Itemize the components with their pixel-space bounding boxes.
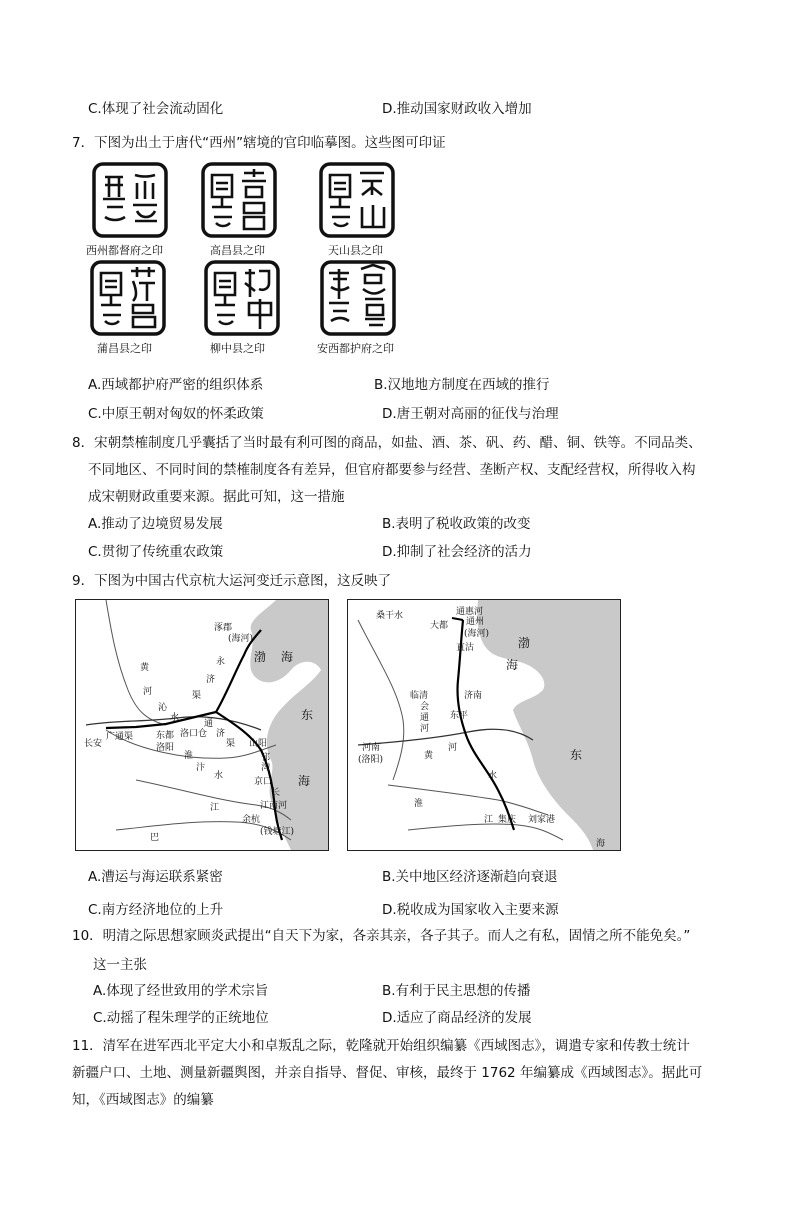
map2-label-11: 东平 [450, 711, 469, 721]
q8-option-c: C.贯彻了传统重农政策 [88, 544, 224, 560]
map2-label-16: 东 [570, 748, 583, 762]
map1-label-18: 洛口仓 [180, 729, 208, 739]
map1-label-6: 渠 [192, 691, 202, 701]
seal-image-liuzhong [203, 259, 281, 337]
seal-image-xizhou [91, 161, 169, 239]
q9-option-b: B.关中地区经济逐渐趋向衰退 [382, 869, 558, 885]
q10-stem-line2: 这一主张 [93, 957, 147, 973]
map2-label-9: 济南 [464, 691, 483, 701]
q10-option-b: B.有利于民主思想的传播 [382, 983, 531, 999]
map1-label-15: 广通渠 [106, 732, 134, 742]
map1-label-12: 济 [216, 729, 226, 739]
map1-label-29: 京口 [254, 777, 273, 787]
q8-option-a: A.推动了边境贸易发展 [88, 516, 223, 532]
map1-label-31: 江南河 [260, 801, 288, 811]
q11-stem-line3: 知，《西域图志》的编纂 [72, 1092, 214, 1108]
map1-label-26: 海 [298, 774, 311, 788]
map2-label-18: 水 [488, 771, 498, 781]
q7-option-a: A.西域都护府严密的组织体系 [88, 377, 264, 393]
map2-label-15: (洛阳) [358, 755, 384, 765]
map2-label-0: 通惠河 [456, 607, 484, 617]
q7-option-d: D.唐王朝对高丽的征伐与治理 [382, 406, 559, 422]
map1-label-24: 淮 [184, 751, 194, 761]
map1-label-5: 济 [206, 675, 216, 685]
q8-stem-line2: 不同地区、不同时间的禁榷制度各有差异，但官府都要参与经营、垄断产权、支配经营权，所得收入构 [88, 462, 696, 478]
map1-label-16: 东都 [156, 731, 175, 741]
seal-image-gaochang [200, 161, 278, 239]
map1-label-7: 黄 [140, 663, 150, 673]
map1-label-8: 河 [143, 687, 153, 697]
q8-stem-line3: 成宋朝财政重要来源。据此可知，这一措施 [88, 489, 345, 505]
map1-label-10: 水 [170, 713, 180, 723]
map1-label-4: 永 [216, 657, 226, 667]
map1-label-27: 长 [271, 788, 281, 798]
map2-label-2: 大都 [430, 621, 449, 631]
map2-label-7: 海 [506, 658, 519, 672]
map1-label-28: 江 [210, 803, 220, 813]
map2-label-3: 通州 [466, 617, 485, 627]
q9-option-c: C.南方经济地位的上升 [88, 902, 224, 918]
q7-option-b: B.汉地地方制度在西域的推行 [374, 377, 550, 393]
map2-label-14: 河南 [362, 743, 381, 753]
map1-label-30: 余杭 [242, 815, 261, 825]
map1-label-20: 水 [214, 771, 224, 781]
seal-caption-2: 高昌县之印 [210, 244, 265, 257]
q6-option-d: D.推动国家财政收入增加 [382, 101, 532, 117]
map2-label-13: 河 [448, 743, 458, 753]
q11-stem-line1: 11．清军在进军西北平定大小和卓叛乱之际，乾隆就开始组织编纂《西域图志》，调遣专家和传教士统计 [72, 1038, 690, 1054]
q9-option-d: D.税收成为国家收入主要来源 [382, 902, 559, 918]
map2-label-5: 直沽 [456, 643, 475, 653]
map2-label-4: (海河) [464, 629, 490, 639]
map2-label-20: 集庆 [498, 815, 517, 825]
map2-label-6: 渤 [518, 636, 531, 650]
seal-caption-6: 安西都护府之印 [317, 342, 394, 355]
map1-label-19: 汴 [196, 763, 206, 773]
seal-caption-1: 西州都督府之印 [86, 244, 163, 257]
map2-label-19: 江 [484, 815, 494, 825]
map2-label-17: 淮 [414, 799, 424, 809]
map1-label-13: 渠 [226, 739, 236, 749]
q10-option-d: D.适应了商品经济的发展 [382, 1010, 532, 1026]
map1-label-9: 沁 [158, 703, 168, 713]
map2-label-21: 刘家港 [528, 815, 556, 825]
q10-stem-line1: 10．明清之际思想家顾炎武提出“自天下为家，各亲其亲，各子其子。而人之有私，固情之所不能免矣。” [72, 928, 691, 944]
q11-stem-line2: 新疆户口、土地、测量新疆舆图，并亲自指导、督促、审核，最终于 1762 年编纂成《西域图志》。据此可 [72, 1065, 703, 1081]
q10-option-c: C.动摇了程朱理学的正统地位 [93, 1010, 269, 1026]
map-sui-grand-canal [75, 599, 329, 851]
map1-label-1: (海河) [228, 634, 254, 644]
map1-label-2: 渤 [254, 650, 267, 664]
map-sui-shapes [76, 600, 328, 850]
map2-label-22: 海 [596, 839, 606, 849]
map1-label-17: 洛阳 [156, 743, 175, 753]
seal-image-puchang [89, 259, 167, 337]
map1-label-0: 涿郡 [214, 623, 233, 633]
q9-option-a: A.漕运与海运联系紧密 [88, 869, 223, 885]
q6-option-c: C.体现了社会流动固化 [88, 101, 224, 117]
map2-label-8: 临清 [410, 691, 429, 701]
seal-image-anxi [319, 259, 397, 337]
map1-label-11: 通 [204, 719, 214, 729]
map2-label-12: 黄 [424, 751, 434, 761]
map1-label-14: 长安 [84, 739, 103, 749]
map1-label-21: 山阳 [249, 739, 268, 749]
q7-option-c: C.中原王朝对匈奴的怀柔政策 [88, 406, 264, 422]
q9-stem: 9．下图为中国古代京杭大运河变迁示意图，这反映了 [72, 573, 392, 589]
seal-caption-3: 天山县之印 [328, 244, 383, 257]
seal-caption-4: 蒲昌县之印 [97, 342, 152, 355]
q8-stem-line1: 8．宋朝禁榷制度几乎囊括了当时最有利可图的商品，如盐、酒、茶、矾、药、醋、铜、铁等。不同品类、 [72, 435, 702, 451]
map1-label-22: 邗 [261, 753, 271, 763]
q8-option-b: B.表明了税收政策的改变 [382, 516, 531, 532]
q10-option-a: A.体现了经世致用的学术宗旨 [93, 983, 269, 999]
seal-image-tianshan [318, 161, 396, 239]
map1-label-23: 沟 [261, 763, 271, 773]
q8-option-d: D.抑制了社会经济的活力 [382, 544, 532, 560]
map2-label-1: 桑干水 [376, 611, 404, 621]
q7-stem: 7．下图为出土于唐代“西州”辖境的官印临摹图。这些图可印证 [72, 135, 446, 151]
map1-label-3: 海 [281, 650, 294, 664]
map1-label-25: 东 [301, 708, 314, 722]
seal-caption-5: 柳中县之印 [210, 342, 265, 355]
map2-label-10: 会通河 [420, 702, 430, 734]
map1-label-33: 巴 [150, 833, 160, 843]
map-yuan-grand-canal [347, 599, 621, 851]
map1-label-32: (钱塘江) [260, 827, 295, 837]
